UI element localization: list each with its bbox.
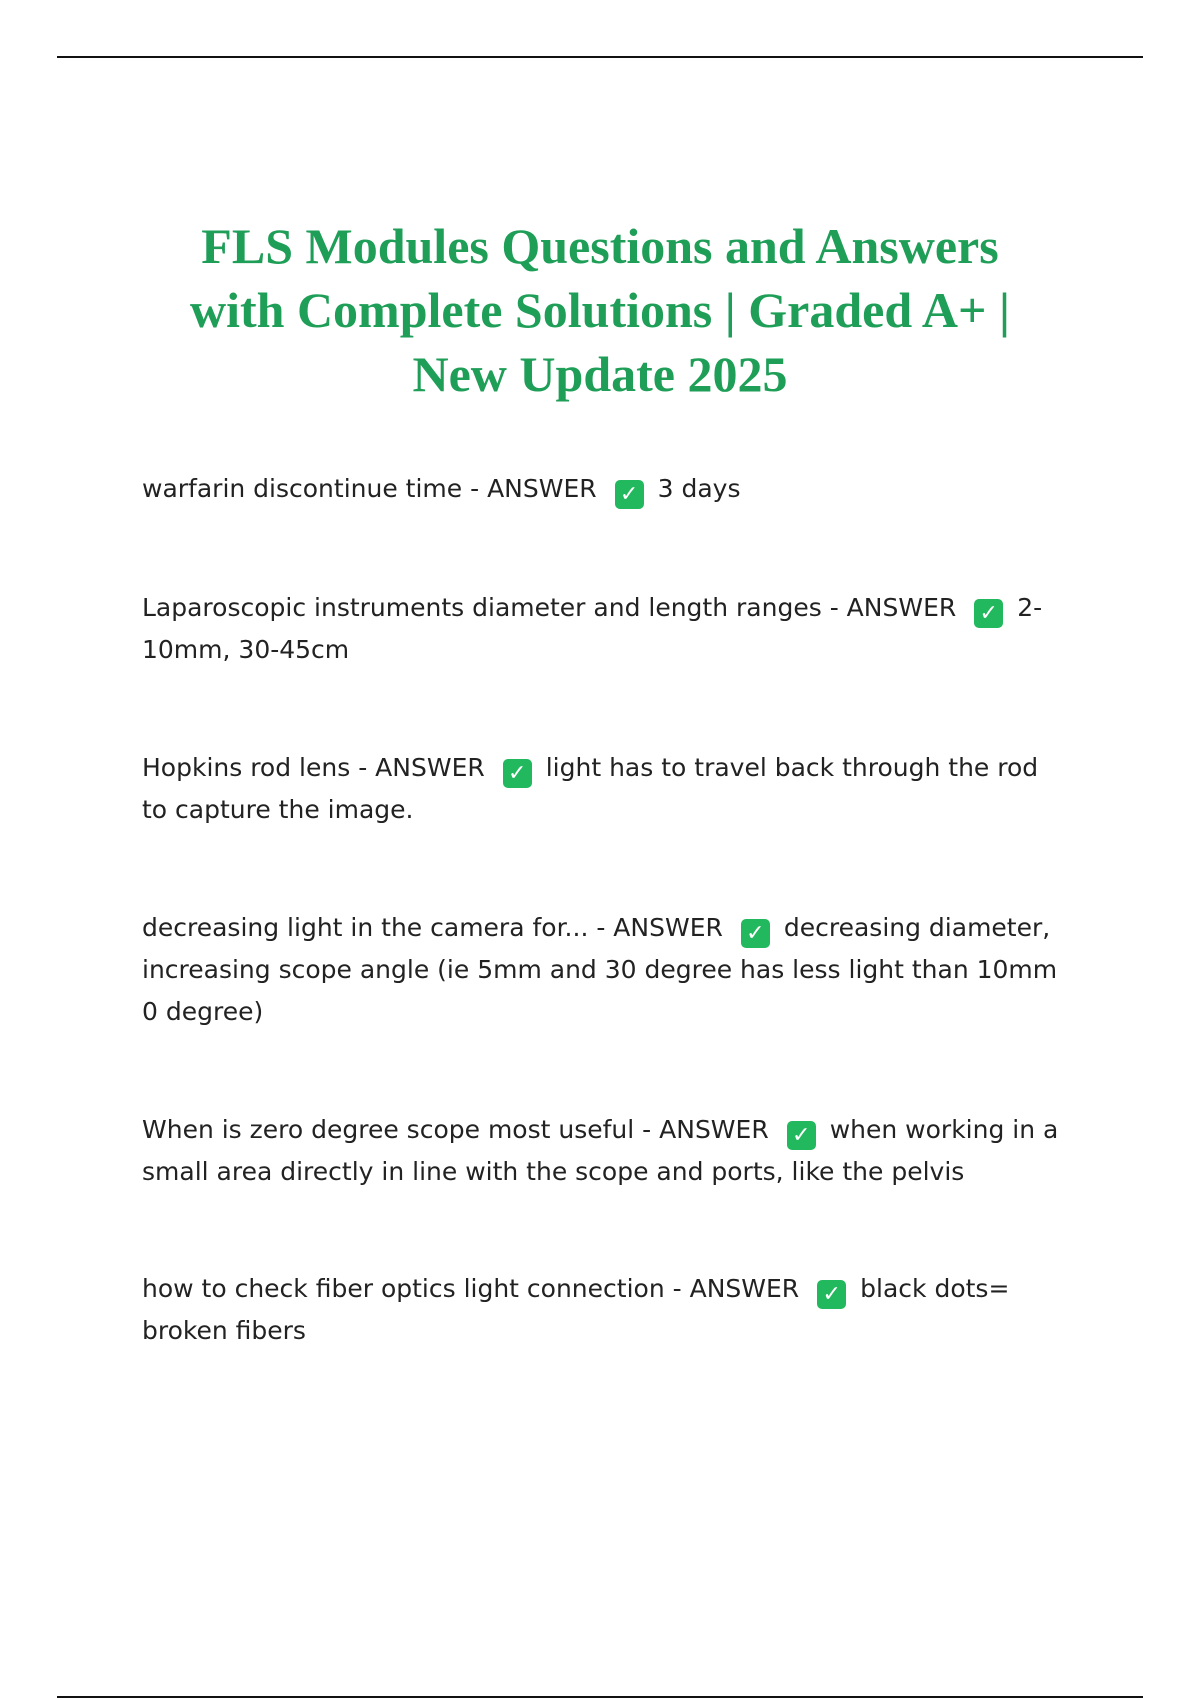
question-text: When is zero degree scope most useful <box>142 1115 635 1144</box>
checkmark-icon: ✓ <box>817 1280 846 1309</box>
qa-item <box>142 468 1062 510</box>
title-line-3: New Update 2025 <box>412 346 788 402</box>
question-text: decreasing light in the camera for... <box>142 913 589 942</box>
footer-rule <box>57 1696 1143 1698</box>
answer-text: black dots= broken fibers <box>142 1274 1010 1345</box>
answer-text: 2-10mm, 30-45cm <box>142 593 1043 664</box>
header-rule <box>57 56 1143 58</box>
document-title <box>140 214 1060 406</box>
question-text: warfarin discontinue time <box>142 474 463 503</box>
answer-marker: - ANSWER <box>596 913 723 942</box>
qa-item <box>142 1268 1062 1352</box>
answer-marker: - ANSWER <box>358 753 485 782</box>
question-text: Hopkins rod lens <box>142 753 351 782</box>
checkmark-icon: ✓ <box>787 1121 816 1150</box>
answer-text: when working in a small area directly in line with the scope and ports, like the pelvis <box>142 1115 1059 1186</box>
answer-text: light has to travel back through the rod to capture the image. <box>142 753 1039 824</box>
checkmark-icon: ✓ <box>974 599 1003 628</box>
qa-item <box>142 747 1062 831</box>
answer-text: decreasing diameter, increasing scope angle (ie 5mm and 30 degree has less light than 10mm 0 degree) <box>142 913 1058 1026</box>
checkmark-icon: ✓ <box>615 480 644 509</box>
question-text: Laparoscopic instruments diameter and length ranges <box>142 593 822 622</box>
qa-item <box>142 1109 1062 1193</box>
answer-marker: - ANSWER <box>829 593 957 622</box>
checkmark-icon: ✓ <box>741 919 770 948</box>
answer-marker: - ANSWER <box>470 474 597 503</box>
qa-item <box>142 907 1062 1033</box>
question-text: how to check fiber optics light connection <box>142 1274 665 1303</box>
qa-item <box>142 587 1062 671</box>
title-line-2: with Complete Solutions | Graded A+ | <box>189 282 1011 338</box>
answer-text: 3 days <box>657 474 741 503</box>
title-line-1: FLS Modules Questions and Answers <box>201 218 999 274</box>
answer-marker: - ANSWER <box>672 1274 800 1303</box>
checkmark-icon: ✓ <box>503 759 532 788</box>
answer-marker: - ANSWER <box>642 1115 769 1144</box>
